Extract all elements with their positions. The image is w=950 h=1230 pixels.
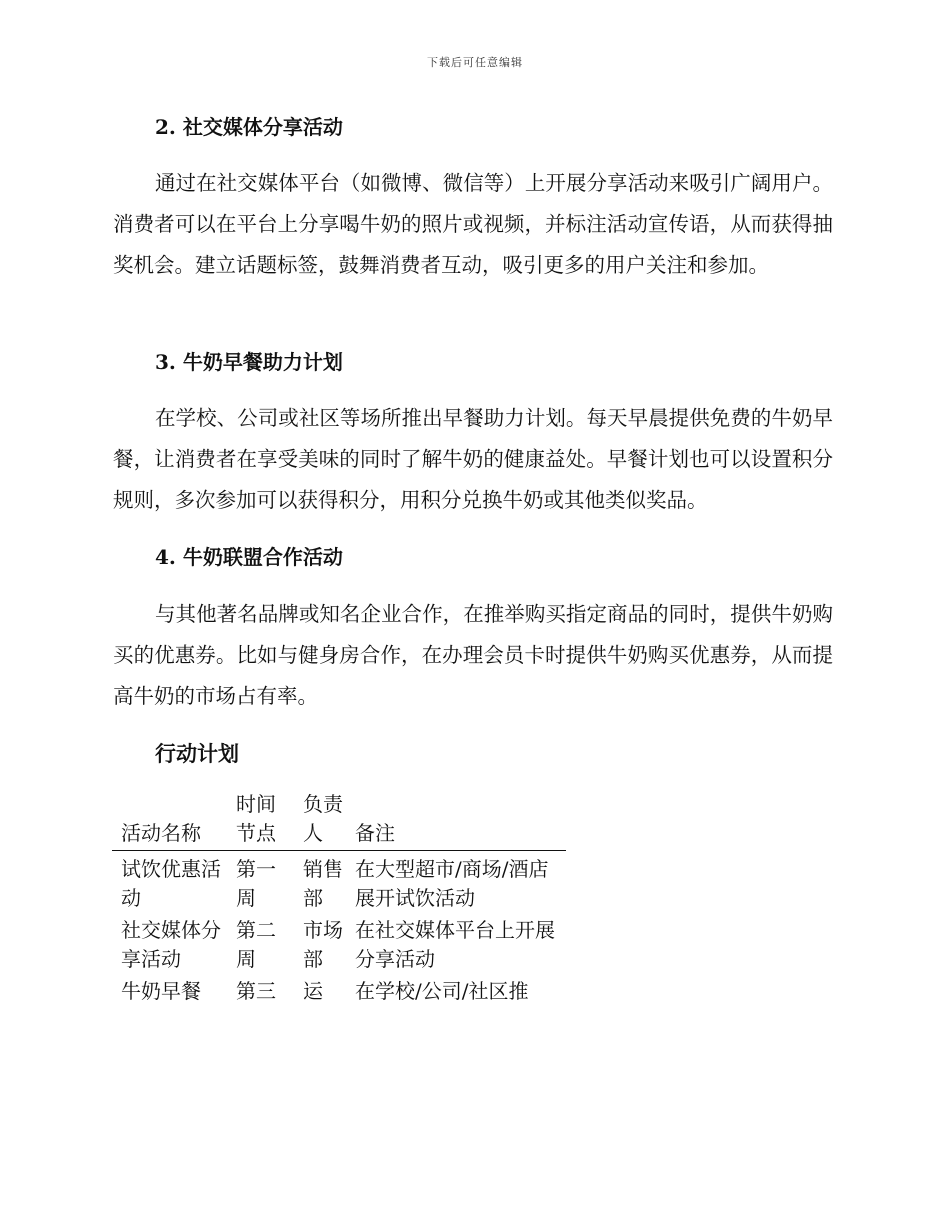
- table-cell-activity-name: 社交媒体分享活动: [121, 918, 221, 971]
- column-header-activity-name: 活动名称: [121, 820, 201, 845]
- table-header-row: [112, 790, 566, 851]
- table-cell-notes: 在社交媒体平台上开展分享活动: [355, 918, 555, 971]
- section-body-alliance: 与其他著名品牌或知名企业合作，在推举购买指定商品的同时，提供牛奶购买的优惠券。比如与健身房合作，在办理会员卡时提供牛奶购买优惠券，从而提高牛奶的市场占有率。: [113, 602, 833, 708]
- section-heading-alliance: 4. 牛奶联盟合作活动: [155, 545, 343, 569]
- section-heading-breakfast-plan: 3. 牛奶早餐助力计划: [155, 350, 343, 374]
- table-cell-time-node: 第二周: [236, 918, 276, 971]
- action-plan-title: 行动计划: [155, 741, 239, 766]
- table-cell-owner: 销售部: [303, 857, 343, 910]
- table-cell-owner: 运: [303, 979, 323, 1003]
- action-plan-table: [112, 790, 566, 1006]
- table-cell-activity-name: 牛奶早餐: [121, 979, 201, 1003]
- section-heading-social-media: 2. 社交媒体分享活动: [155, 115, 343, 139]
- table-cell-time-node: 第三: [236, 979, 276, 1003]
- table-cell-owner: 市场部: [303, 918, 343, 971]
- table-row: [112, 912, 566, 973]
- column-header-owner: 负责人: [303, 792, 343, 845]
- section-body-social-media: 通过在社交媒体平台（如微博、微信等）上开展分享活动来吸引广阔用户。消费者可以在平台上分享喝牛奶的照片或视频，并标注活动宣传语，从而获得抽奖机会。建立话题标签，鼓舞消费者互动，吸引更多的用户关注和参加。: [113, 171, 833, 277]
- table-cell-notes: 在大型超市/商场/酒店展开试饮活动: [355, 857, 549, 910]
- table-row: [112, 851, 566, 912]
- table-cell-notes: 在学校/公司/社区推: [355, 979, 529, 1003]
- table-row: [112, 973, 566, 1006]
- section-body-breakfast-plan: 在学校、公司或社区等场所推出早餐助力计划。每天早晨提供免费的牛奶早餐，让消费者在享受美味的同时了解牛奶的健康益处。早餐计划也可以设置积分规则，多次参加可以获得积分，用积分兑换牛奶或其他类似奖品。: [113, 406, 833, 512]
- table-cell-activity-name: 试饮优惠活动: [121, 857, 221, 910]
- page-header-watermark: 下载后可任意编辑: [427, 56, 523, 69]
- column-header-time-node: 时间节点: [236, 792, 276, 845]
- table-cell-time-node: 第一周: [236, 857, 276, 910]
- column-header-notes: 备注: [355, 820, 395, 845]
